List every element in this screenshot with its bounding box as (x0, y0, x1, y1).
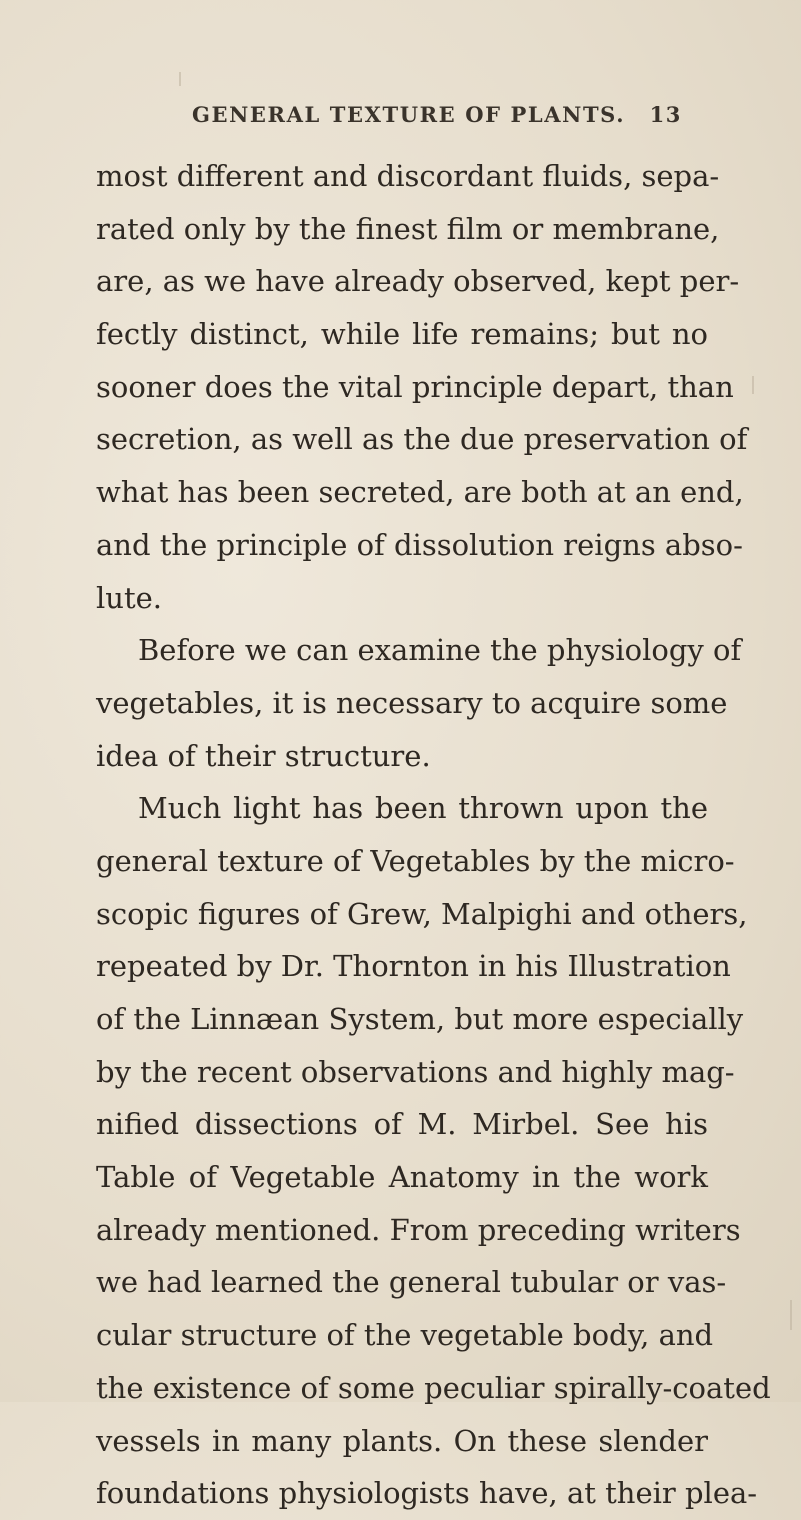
body-text (96, 150, 771, 1520)
text-line: lute. (96, 580, 162, 615)
text-line: of the Linnæan System, but more especially (96, 1002, 744, 1036)
text-line: vessels in many plants. On these slender (96, 1423, 708, 1458)
paper-blemish (790, 1300, 792, 1330)
page-number: 13 (649, 102, 682, 127)
text-line: scopic figures of Grew, Malpighi and others, (96, 896, 748, 931)
running-head (192, 102, 682, 136)
text-line: foundations physiologists have, at their plea- (96, 1476, 758, 1511)
text-line: are, as we have already observed, kept per- (96, 264, 740, 299)
text-line: sooner does the vital principle depart, than (96, 369, 734, 404)
running-head-title: GENERAL TEXTURE OF PLANTS. (192, 102, 626, 127)
text-line: the existence of some peculiar spirally-coated (96, 1370, 771, 1405)
text-line: Table of Vegetable Anatomy in the work (96, 1160, 708, 1195)
text-line: fectly distinct, while life remains; but no (96, 317, 708, 352)
text-line: already mentioned. From preceding writers (96, 1212, 741, 1247)
paper-blemish (752, 376, 754, 394)
paragraph-start-line: Before we can examine the physiology of (138, 633, 742, 668)
paragraph-start-line: Much light has been thrown upon the (138, 791, 708, 826)
text-line: nified dissections of M. Mirbel. See his (96, 1107, 708, 1142)
text-line: and the principle of dissolution reigns abso- (96, 527, 743, 562)
text-line: idea of their structure. (96, 738, 431, 773)
text-line: what has been secreted, are both at an end, (96, 475, 744, 510)
paper-blemish (179, 72, 181, 86)
text-line: vegetables, it is necessary to acquire some (96, 685, 728, 720)
text-line: general texture of Vegetables by the micro- (96, 843, 735, 878)
text-line: secretion, as well as the due preservation of (96, 422, 748, 457)
text-line: rated only by the finest film or membrane, (96, 211, 720, 246)
text-line: we had learned the general tubular or vas- (96, 1265, 727, 1300)
text-line: cular structure of the vegetable body, and (96, 1318, 714, 1353)
text-line: by the recent observations and highly mag- (96, 1054, 735, 1089)
text-line: most different and discordant fluids, sepa- (96, 159, 720, 193)
text-line: repeated by Dr. Thornton in his Illustration (96, 949, 731, 984)
